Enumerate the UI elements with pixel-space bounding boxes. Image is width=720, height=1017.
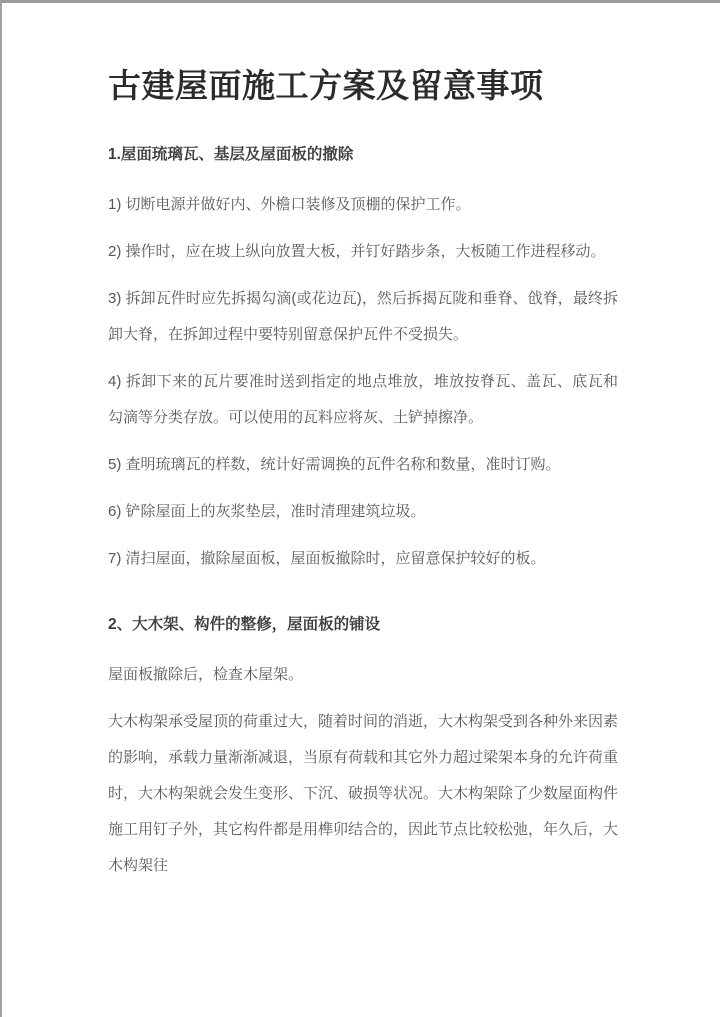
- document-title: 古建屋面施工方案及留意事项: [108, 67, 544, 104]
- section-1-item-2: 2) 操作时，应在坡上纵向放置大板，并钉好踏步条，大板随工作进程移动。: [108, 243, 606, 260]
- section-2-paragraph-1: 屋面板撤除后，检查木屋架。: [108, 666, 304, 683]
- section-1-item-7: 7) 清扫屋面，撤除屋面板，屋面板撤除时，应留意保护较好的板。: [108, 550, 546, 567]
- section-1-item-1: 1) 切断电源并做好内、外檐口装修及顶棚的保护工作。: [108, 196, 471, 213]
- section-1-item-6: 6) 铲除屋面上的灰浆垫层，准时清理建筑垃圾。: [108, 503, 426, 520]
- section-1-item-5: 5) 查明琉璃瓦的样数，统计好需调换的瓦件名称和数量，准时订购。: [108, 456, 561, 473]
- section-2-heading: 2、大木架、构件的整修，屋面板的铺设: [108, 616, 381, 633]
- section-1-heading: 1.屋面琉璃瓦、基层及屋面板的撤除: [108, 146, 354, 163]
- section-2-paragraph-2: 大木构架承受屋顶的荷重过大，随着时间的消逝，大木构架受到各种外来因素的影响，承载力量渐渐减退，当原有荷载和其它外力超过梁架本身的允许荷重时，大木构架就会发生变形、下沉、破损等状况。大木构架除了少数屋面构件施工用钉子外，其它构件都是用榫卯结合的，因此节点比较松弛，年久后，大木构架往: [108, 713, 619, 874]
- section-1-item-4: 4) 拆卸下来的瓦片要准时送到指定的地点堆放，堆放按脊瓦、盖瓦、底瓦和勾滴等分类存放。可以使用的瓦料应将灰、土铲掉擦净。: [108, 373, 618, 426]
- section-1-item-3: 3) 拆卸瓦件时应先拆揭勾滴(或花边瓦)，然后拆揭瓦陇和垂脊、戗脊，最终拆卸大脊，在拆卸过程中要特别留意保护瓦件不受损失。: [108, 290, 618, 343]
